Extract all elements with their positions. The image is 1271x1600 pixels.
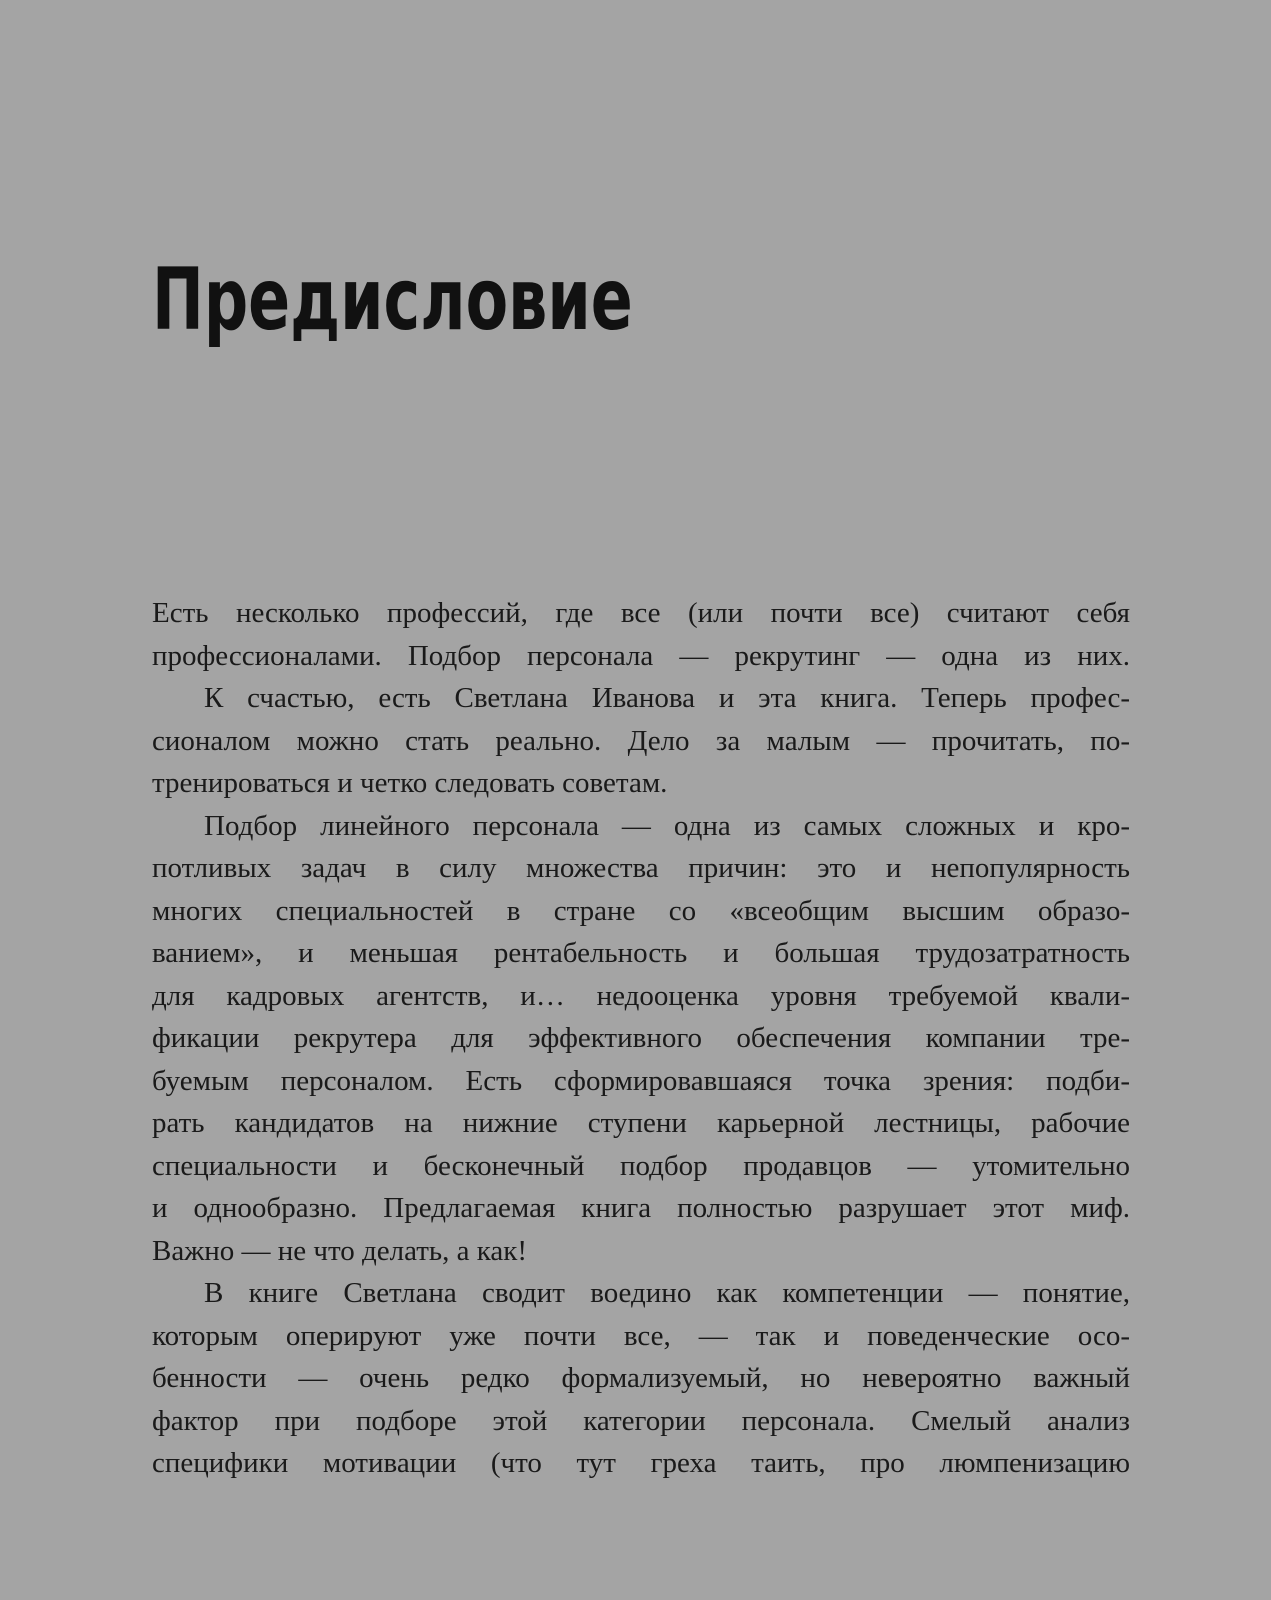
text-line: потливых задач в силу множества причин: это и непопулярность xyxy=(152,852,1130,884)
chapter-title: Предисловие xyxy=(152,250,633,350)
text-line: Подбор линейного персонала — одна из самых сложных и кро- xyxy=(204,809,1130,842)
text-line: В книге Светлана сводит воедино как компетенции — понятие, xyxy=(204,1277,1130,1309)
text-line: рать кандидатов на нижние ступени карьерной лестницы, рабочие xyxy=(152,1107,1130,1139)
text-line: специфики мотивации (что тут греха таить, про люмпенизацию xyxy=(152,1447,1130,1479)
text-line: многих специальностей в стране со «всеобщим высшим образо- xyxy=(152,894,1130,927)
text-line: Важно — не что делать, а как! xyxy=(152,1234,528,1267)
text-line: Есть несколько профессий, где все (или почти все) считают себя xyxy=(152,597,1130,629)
text-line: и однообразно. Предлагаемая книга полностью разрушает этот миф. xyxy=(152,1192,1130,1224)
text-line: профессионалами. Подбор персонала — рекрутинг — одна из них. xyxy=(152,639,1130,672)
text-line: тренироваться и четко следовать советам. xyxy=(152,767,668,799)
text-line: для кадровых агентств, и… недооценка уровня требуемой квали- xyxy=(152,979,1130,1012)
text-line: фактор при подборе этой категории персонала. Смелый анализ xyxy=(152,1404,1130,1437)
text-line: фикации рекрутера для эффективного обеспечения компании тре- xyxy=(152,1022,1130,1054)
text-line: буемым персоналом. Есть сформировавшаяся точка зрения: подби- xyxy=(152,1064,1130,1097)
text-line: сионалом можно стать реально. Дело за малым — прочитать, по- xyxy=(152,724,1130,757)
text-line: ванием», и меньшая рентабельность и большая трудозатратность xyxy=(152,937,1130,969)
text-line: которым оперируют уже почти все, — так и поведенческие осо- xyxy=(152,1319,1130,1352)
text-line: К счастью, есть Светлана Иванова и эта книга. Теперь профес- xyxy=(204,682,1130,714)
text-line: специальности и бесконечный подбор продавцов — утомительно xyxy=(152,1149,1130,1182)
text-line: бенности — очень редко формализуемый, но невероятно важный xyxy=(152,1362,1130,1394)
body-text xyxy=(152,592,1130,1485)
